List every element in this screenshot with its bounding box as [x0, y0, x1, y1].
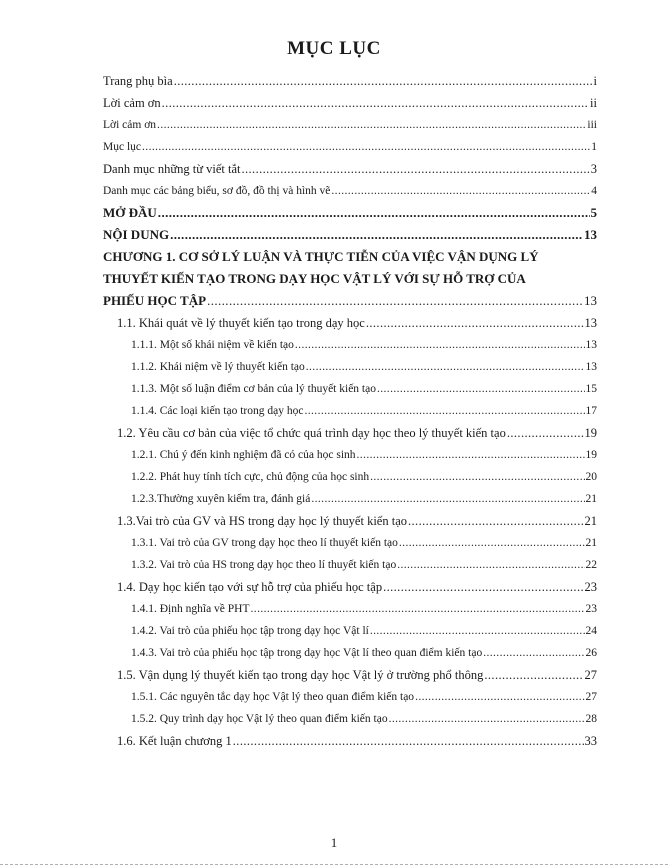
- toc-entry-page: 3: [590, 162, 597, 176]
- dot-leader: [233, 730, 584, 752]
- toc-entry-page: 1: [591, 141, 597, 153]
- dot-leader: [483, 642, 584, 664]
- dot-leader: [507, 422, 584, 444]
- chapter-1-heading-line2[interactable]: THUYẾT KIẾN TẠO TRONG DẠY HỌC VẬT LÝ VỚI SỰ HỖ TRỢ CỦA: [103, 271, 526, 286]
- dot-leader: [251, 598, 585, 620]
- toc-entry-text: 1.4.3. Vai trò của phiếu học tập trong dạy học Vật lí theo quan điểm kiến tạo: [131, 647, 483, 659]
- toc-entry-text: 1.1.1. Một số khái niệm về kiến tạo: [131, 339, 294, 351]
- toc-section-1-4-1[interactable]: [103, 598, 597, 620]
- toc-entry-page: 22: [585, 559, 597, 571]
- dot-leader: [357, 444, 585, 466]
- toc-entry-acknowledgement-2[interactable]: [103, 114, 597, 136]
- dot-leader: [399, 532, 585, 554]
- dot-leader: [331, 180, 590, 202]
- toc-section-1-1-3[interactable]: [103, 378, 597, 400]
- toc-section-1-2[interactable]: [103, 422, 597, 444]
- toc-entry-page: 21: [585, 537, 597, 549]
- dot-leader: [157, 114, 586, 136]
- toc-section-1-5-1[interactable]: [103, 686, 597, 708]
- dot-leader: [415, 686, 584, 708]
- dot-leader: [484, 664, 583, 686]
- toc-entry-page: 19: [585, 449, 597, 461]
- toc-entry-page: 5: [590, 205, 597, 220]
- toc-section-1-2-1[interactable]: [103, 444, 597, 466]
- dot-leader: [162, 92, 589, 114]
- toc-entry-page: 28: [585, 713, 597, 725]
- toc-entry-text: 1.3.1. Vai trò của GV trong dạy học theo lí thuyết kiến tạo: [131, 537, 398, 549]
- toc-entry-text: 1.2.1. Chú ý đến kinh nghiệm đã có của học sinh: [131, 449, 356, 461]
- toc-entry-text: MỞ ĐẦU: [103, 205, 157, 220]
- table-of-contents: [103, 70, 597, 752]
- dot-leader: [142, 136, 590, 158]
- toc-entry-text: 1.5.1. Các nguyên tắc dạy học Vật lý theo quan điểm kiến tạo: [131, 691, 415, 703]
- chapter-1-heading-line1[interactable]: CHƯƠNG 1. CƠ SỞ LÝ LUẬN VÀ THỰC TIỄN CỦA VIỆC VẬN DỤNG LÝ: [103, 249, 539, 264]
- toc-entry-page: 17: [585, 405, 597, 417]
- toc-section-1-1-1[interactable]: [103, 334, 597, 356]
- toc-entry-text: Danh mục những từ viết tắt: [103, 162, 241, 176]
- toc-section-1-4-2[interactable]: [103, 620, 597, 642]
- toc-entry-page: iii: [587, 119, 597, 131]
- dot-leader: [389, 708, 585, 730]
- toc-section-1-5[interactable]: [103, 664, 597, 686]
- dot-leader: [377, 378, 585, 400]
- toc-entry-page: 13: [585, 361, 597, 373]
- dot-leader: [397, 554, 584, 576]
- toc-entry-text: 1.5. Vận dụng lý thuyết kiến tạo trong dạy học Vật lý ở trường phổ thông: [117, 668, 484, 682]
- chapter-1-heading-line3[interactable]: [103, 290, 597, 312]
- dot-leader: [370, 466, 584, 488]
- toc-section-1-3-2[interactable]: [103, 554, 597, 576]
- toc-entry-text: NỘI DUNG: [103, 227, 170, 242]
- toc-section-1-3[interactable]: [103, 510, 597, 532]
- toc-section-1-1-4[interactable]: [103, 400, 597, 422]
- toc-entry-text: 1.3.2. Vai trò của HS trong dạy học theo lí thuyết kiến tạo: [131, 559, 397, 571]
- toc-entry-text: 1.2. Yêu cầu cơ bản của việc tổ chức quá trình dạy học theo lý thuyết kiến tạo: [117, 426, 506, 440]
- toc-section-1-1[interactable]: [103, 312, 597, 334]
- toc-entry-page: 20: [585, 471, 597, 483]
- toc-entry-page: i: [593, 74, 597, 88]
- dot-leader: [241, 158, 589, 180]
- dot-leader: [306, 356, 585, 378]
- toc-section-1-4[interactable]: [103, 576, 597, 598]
- toc-entry-page: 19: [584, 426, 597, 440]
- toc-entry-page: 27: [585, 691, 597, 703]
- toc-entry-page: 13: [584, 316, 597, 330]
- toc-entry-figures[interactable]: [103, 180, 597, 202]
- toc-entry-text: 1.3.Vai trò của GV và HS trong dạy học lý thuyết kiến tạo: [117, 514, 407, 528]
- toc-entry-text: 1.5.2. Quy trình dạy học Vật lý theo quan điểm kiến tạo: [131, 713, 388, 725]
- toc-section-1-2-3[interactable]: [103, 488, 597, 510]
- toc-entry-page: 4: [591, 185, 597, 197]
- toc-entry-text: Danh mục các bảng biểu, sơ đồ, đồ thị và hình vẽ: [103, 185, 331, 197]
- toc-entry-text: 1.2.3.Thường xuyên kiểm tra, đánh giá: [131, 493, 311, 505]
- toc-entry-page: 33: [584, 734, 597, 748]
- toc-entry-text: Trang phụ bìa: [103, 74, 173, 88]
- toc-entry-text: 1.6. Kết luận chương 1: [117, 734, 232, 748]
- toc-section-1-2-2[interactable]: [103, 466, 597, 488]
- toc-entry-text: 1.1. Khái quát về lý thuyết kiến tạo trong dạy học: [117, 316, 365, 330]
- toc-section-1-6[interactable]: [103, 730, 597, 752]
- toc-entry-page: 13: [584, 227, 597, 242]
- dot-leader: [174, 70, 593, 92]
- dot-leader: [366, 312, 584, 334]
- toc-entry-introduction[interactable]: [103, 202, 597, 224]
- dot-leader: [311, 488, 584, 510]
- toc-entry-text: 1.2.2. Phát huy tính tích cực, chủ động của học sinh: [131, 471, 370, 483]
- toc-entry-text: Lời cảm ơn: [103, 119, 157, 131]
- toc-entry-page: 13: [585, 339, 597, 351]
- toc-entry-page: ii: [590, 96, 597, 110]
- page-number: 1: [330, 835, 338, 850]
- toc-entry-text: Mục lục: [103, 141, 142, 153]
- toc-entry-page: 21: [585, 493, 597, 505]
- toc-entry-text: 1.1.4. Các loại kiến tạo trong dạy học: [131, 405, 304, 417]
- toc-entry-text: 1.4.1. Định nghĩa về PHT: [131, 603, 250, 615]
- dot-leader: [207, 290, 583, 312]
- toc-entry-text: Lời cảm ơn: [103, 96, 161, 110]
- dot-leader: [383, 576, 583, 598]
- toc-entry-text: 1.1.3. Một số luận điểm cơ bản của lý thuyết kiến tạo: [131, 383, 376, 395]
- toc-entry-abbreviations[interactable]: [103, 158, 597, 180]
- toc-entry-text: 1.4. Dạy học kiến tạo với sự hỗ trợ của phiếu học tập: [117, 580, 383, 594]
- toc-section-1-1-2[interactable]: [103, 356, 597, 378]
- toc-entry-page: 23: [585, 603, 597, 615]
- toc-entry-acknowledgement[interactable]: [103, 92, 597, 114]
- dot-leader: [158, 202, 590, 224]
- toc-section-1-4-3[interactable]: [103, 642, 597, 664]
- dot-leader: [370, 620, 585, 642]
- toc-entry-page: 24: [585, 625, 597, 637]
- toc-entry-page: 27: [584, 668, 597, 682]
- toc-entry-page: 26: [585, 647, 597, 659]
- dot-leader: [304, 400, 584, 422]
- dot-leader: [408, 510, 584, 532]
- toc-section-1-3-1[interactable]: [103, 532, 597, 554]
- toc-entry-page: 15: [585, 383, 597, 395]
- toc-entry-content[interactable]: [103, 224, 597, 246]
- toc-entry-page: 13: [584, 293, 597, 308]
- dot-leader: [170, 224, 583, 246]
- page-title: MỤC LỤC: [287, 38, 381, 59]
- toc-entry-contents[interactable]: [103, 136, 597, 158]
- toc-entry-text: 1.4.2. Vai trò của phiếu học tập trong dạy học Vật lí: [131, 625, 369, 637]
- dot-leader: [295, 334, 585, 356]
- toc-entry-page: 21: [584, 514, 597, 528]
- toc-entry-text: 1.1.2. Khái niệm về lý thuyết kiến tạo: [131, 361, 305, 373]
- toc-entry-cover[interactable]: [103, 70, 597, 92]
- toc-entry-text: PHIẾU HỌC TẬP: [103, 293, 207, 308]
- toc-entry-page: 23: [584, 580, 597, 594]
- toc-section-1-5-2[interactable]: [103, 708, 597, 730]
